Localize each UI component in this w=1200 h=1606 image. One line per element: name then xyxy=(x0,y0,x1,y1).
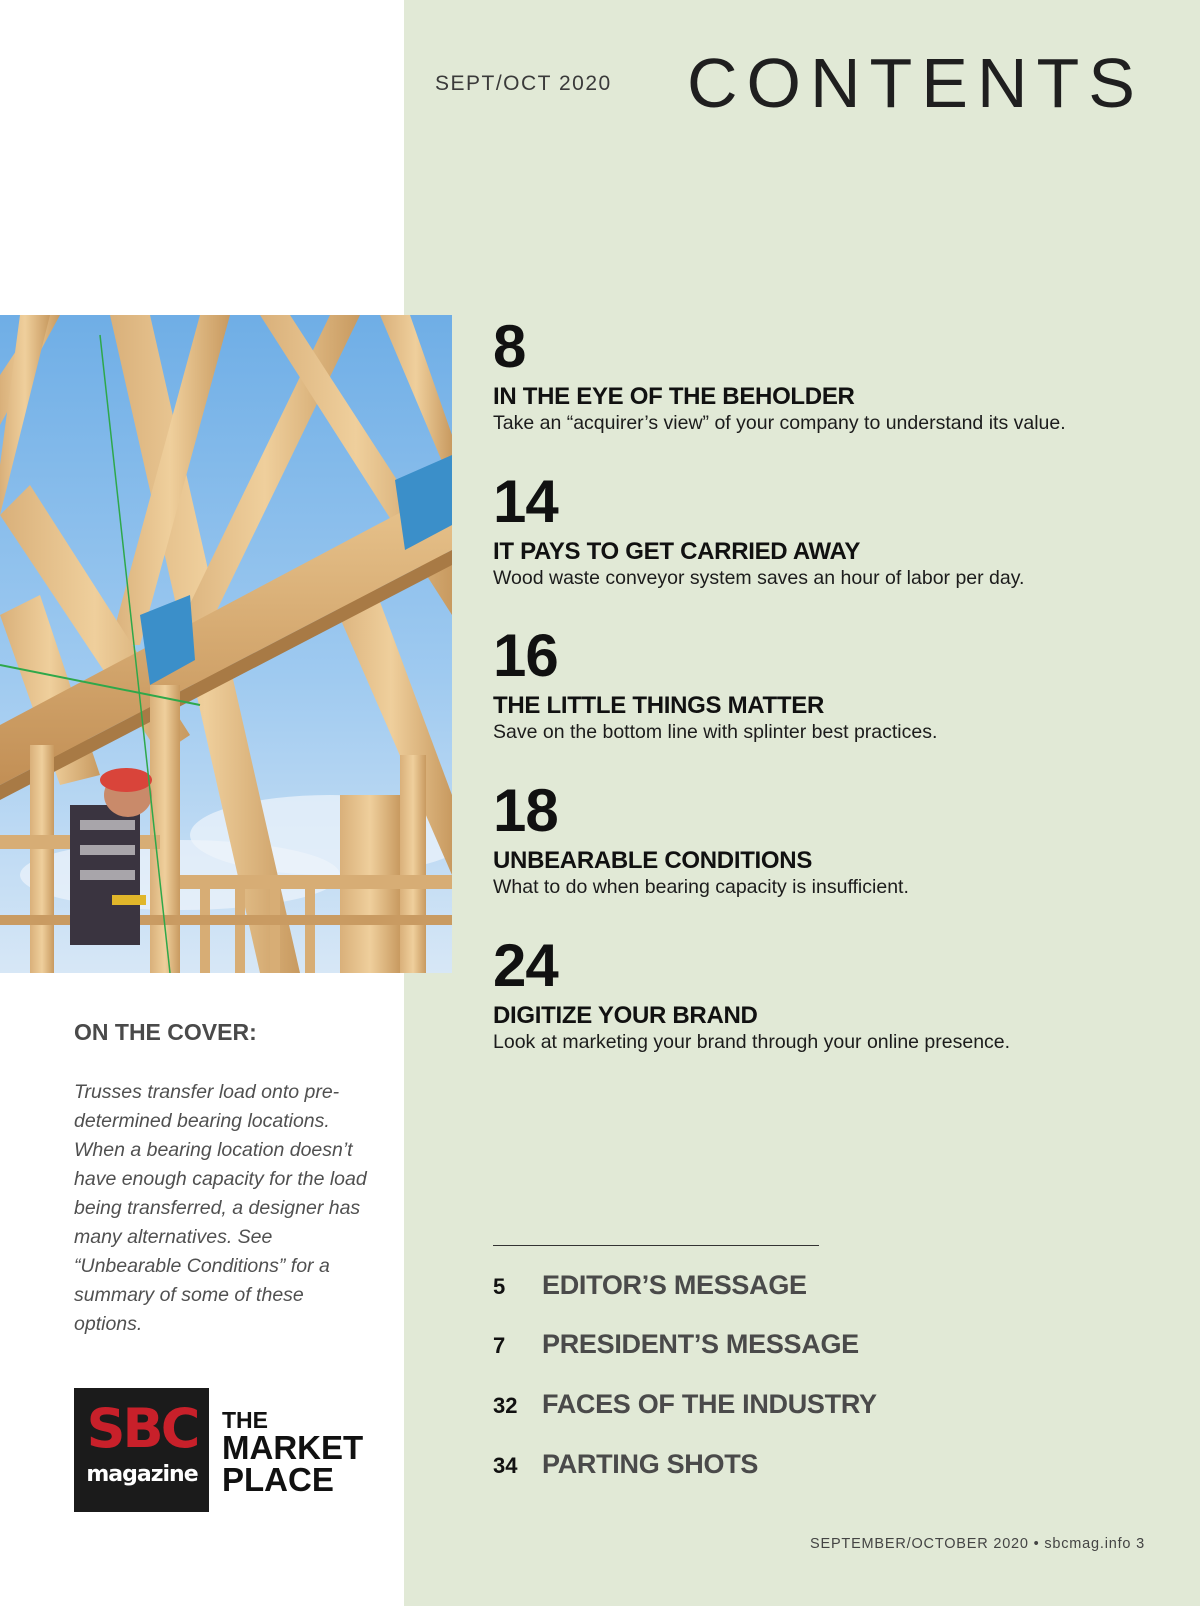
feature-article[interactable] xyxy=(493,313,1153,436)
department-item[interactable] xyxy=(493,1449,993,1483)
issue-date: SEPT/OCT 2020 xyxy=(435,72,612,95)
feature-article[interactable] xyxy=(493,468,1153,591)
department-title: EDITOR’S MESSAGE xyxy=(542,1270,807,1300)
feature-description: What to do when bearing capacity is insufficient. xyxy=(493,876,909,899)
feature-description: Look at marketing your brand through your online presence. xyxy=(493,1031,1011,1054)
department-item[interactable] xyxy=(493,1389,993,1423)
logo-magazine-text: magazine xyxy=(86,1462,198,1487)
department-page-number: 32 xyxy=(493,1393,518,1418)
feature-page-number: 16 xyxy=(493,622,558,689)
department-item[interactable] xyxy=(493,1270,993,1304)
feature-article[interactable] xyxy=(493,777,1153,900)
feature-article[interactable] xyxy=(493,932,1153,1055)
feature-title: IN THE EYE OF THE BEHOLDER xyxy=(493,383,855,410)
page-footer: SEPTEMBER/OCTOBER 2020 • sbcmag.info 3 xyxy=(810,1536,1145,1552)
feature-page-number: 8 xyxy=(493,313,526,380)
cover-photo xyxy=(0,315,452,973)
feature-title: UNBEARABLE CONDITIONS xyxy=(493,847,813,874)
marketplace-label xyxy=(222,1408,363,1496)
feature-title: THE LITTLE THINGS MATTER xyxy=(493,692,824,719)
truss-illustration xyxy=(0,315,452,973)
feature-page-number: 14 xyxy=(493,468,558,535)
feature-title: IT PAYS TO GET CARRIED AWAY xyxy=(493,538,861,565)
department-page-number: 5 xyxy=(493,1274,506,1299)
marketplace-line-3: PLACE xyxy=(222,1461,334,1498)
cover-caption: Trusses transfer load onto pre-determined bearing locations. When a bearing location doesn’t have enough capacity for the load being transferred, a designer has many alternatives. See “Unbearable Conditions” for a summary of some of these options. xyxy=(74,1081,367,1335)
sbc-magazine-logo[interactable] xyxy=(74,1388,209,1512)
marketplace-line-1: THE xyxy=(222,1407,268,1433)
page-title: CONTENTS xyxy=(687,44,1144,122)
departments-divider xyxy=(493,1245,819,1246)
feature-description: Take an “acquirer’s view” of your company to understand its value. xyxy=(493,412,1066,435)
feature-description: Wood waste conveyor system saves an hour of labor per day. xyxy=(493,567,1025,590)
marketplace-line-2: MARKET xyxy=(222,1429,364,1466)
feature-page-number: 24 xyxy=(493,932,558,999)
feature-description: Save on the bottom line with splinter best practices. xyxy=(493,721,938,744)
department-title: FACES OF THE INDUSTRY xyxy=(542,1389,877,1419)
feature-page-number: 18 xyxy=(493,777,558,844)
department-title: PRESIDENT’S MESSAGE xyxy=(542,1329,859,1359)
department-page-number: 7 xyxy=(493,1333,506,1358)
feature-title: DIGITIZE YOUR BRAND xyxy=(493,1002,758,1029)
cover-label: ON THE COVER: xyxy=(74,1019,257,1045)
feature-article[interactable] xyxy=(493,622,1153,745)
department-item[interactable] xyxy=(493,1329,993,1363)
department-title: PARTING SHOTS xyxy=(542,1449,759,1479)
department-page-number: 34 xyxy=(493,1453,518,1478)
logo-sbc-text: SBC xyxy=(86,1397,198,1460)
